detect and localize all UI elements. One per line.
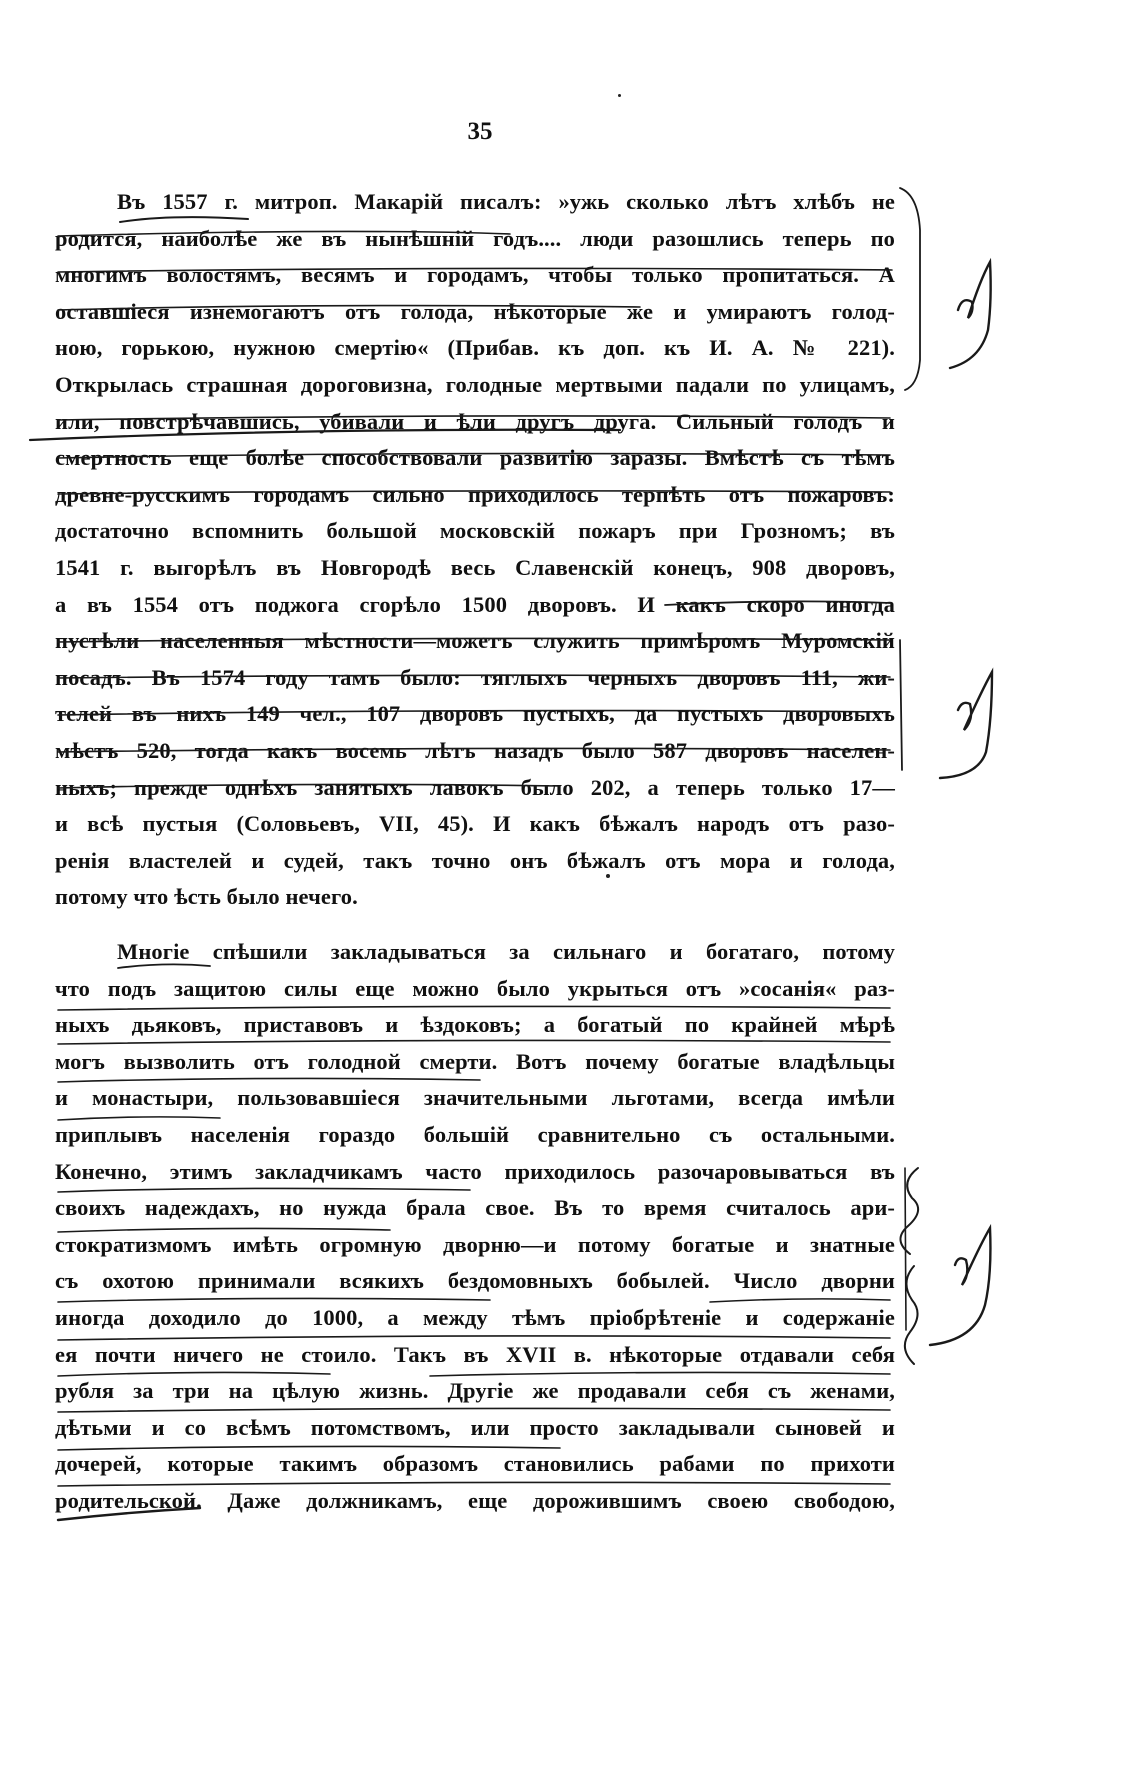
text-line: ея почти ничего не стоило. Такъ въ XVII в. нѣкоторые отдавали себя bbox=[55, 1341, 895, 1367]
text-line: могъ вызволить отъ голодной смерти. Вотъ почему богатые владѣльцы bbox=[55, 1048, 895, 1074]
margin-squiggle bbox=[900, 1168, 918, 1254]
text-line: Конечно, этимъ закладчикамъ часто приходилось разочаровываться въ bbox=[55, 1158, 895, 1184]
scan-speck bbox=[606, 874, 610, 878]
text-line: и всѣ пустыя (Соловьевъ, VII, 45). И какъ бѣжалъ народъ отъ разо- bbox=[55, 811, 895, 837]
text-line: Въ 1557 г. митроп. Макарій писалъ: »ужь сколько лѣтъ хлѣбъ не bbox=[117, 189, 895, 214]
text-line: дѣтьми и со всѣмъ потомствомъ, или просто закладывали сыновей и bbox=[55, 1414, 895, 1440]
margin-bracket bbox=[900, 188, 920, 390]
text-line: оставшіеся изнемогаютъ отъ голода, нѣкоторые же и умираютъ голод- bbox=[55, 298, 895, 324]
checkmark-icon bbox=[930, 1228, 990, 1345]
text-line: ренія властелей и судей, такъ точно онъ бѣжалъ отъ мора и голода, bbox=[55, 847, 895, 873]
text-line: и монастыри, пользовавшіеся значительными льготами, всегда имѣли bbox=[55, 1085, 895, 1111]
text-line: своихъ надеждахъ, но нужда брала свое. Въ то время считалось ари- bbox=[55, 1195, 895, 1221]
text-line: дочерей, которые такимъ образомъ становились рабами по прихоти bbox=[55, 1451, 895, 1477]
text-line: потому что ѣсть было нечего. bbox=[55, 884, 358, 910]
text-line: или, повстрѣчавшись, убивали и ѣли другъ друга. Сильный голодъ и bbox=[55, 408, 895, 434]
paragraph-2 bbox=[55, 934, 895, 1520]
text-line: стократизмомъ имѣть огромную дворню—и потому богатые и знатные bbox=[55, 1231, 895, 1257]
text-line: пустѣли населенныя мѣстности—можетъ служить примѣромъ Муромскій bbox=[55, 628, 895, 654]
text-line: смертность еще болѣе способствовали развитію заразы. Вмѣстѣ съ тѣмъ bbox=[55, 445, 895, 471]
checkmark-icon bbox=[940, 672, 992, 778]
text-line: Многіе спѣшили закладываться за сильнаго и богатаго, потому bbox=[117, 939, 895, 964]
text-line: иногда доходило до 1000, а между тѣмъ пріобрѣтеніе и содержаніе bbox=[55, 1304, 895, 1330]
margin-brackets bbox=[900, 188, 920, 1330]
text-line: рубля за три на цѣлую жизнь. Другіе же продавали себя съ женами, bbox=[55, 1378, 895, 1404]
text-line: телей въ нихъ 149 чел., 107 дворовъ пустыхъ, да пустыхъ дворовыхъ bbox=[55, 701, 895, 727]
text-line: достаточно вспомнить большой московскій пожаръ при Грозномъ; въ bbox=[55, 518, 895, 544]
text-line: съ охотою принимали всякихъ бездомовныхъ бобылей. Число дворни bbox=[55, 1268, 895, 1294]
text-line: что подъ защитою силы еще можно было укрыться отъ »сосанія« раз- bbox=[55, 975, 895, 1001]
text-line: мѣстъ 520, тогда какъ восемь лѣтъ назадъ было 587 дворовъ населен- bbox=[55, 737, 895, 763]
paragraph-1 bbox=[55, 184, 895, 916]
margin-squiggle bbox=[905, 1266, 918, 1364]
text-line: приплывъ населенія гораздо большій сравнительно съ остальными. bbox=[55, 1121, 895, 1147]
text-line: родительской. Даже должникамъ, еще дорожившимъ своею свободою, bbox=[55, 1487, 895, 1513]
page-number: 35 bbox=[467, 118, 493, 145]
text-line: древне-русскимъ городамъ сильно приходилось терпѣть отъ пожаровъ: bbox=[55, 481, 895, 507]
margin-bracket bbox=[900, 640, 902, 770]
margin-bracket bbox=[905, 1168, 906, 1330]
text-line: родится, наиболѣе же въ нынѣшній годъ.... люди разошлись теперь по bbox=[55, 225, 895, 251]
text-line: многимъ волостямъ, весямъ и городамъ, чтобы только пропитаться. А bbox=[55, 262, 895, 288]
text-line: Открылась страшная дороговизна, голодные мертвыми падали по улицамъ, bbox=[55, 371, 895, 397]
checkmark-icon bbox=[950, 262, 991, 368]
margin-squiggles bbox=[900, 1168, 918, 1364]
text-line: 1541 г. выгорѣлъ въ Новгородѣ весь Славенскій конецъ, 908 дворовъ, bbox=[55, 554, 895, 580]
text-line: ною, горькою, нужною смертію« (Прибав. къ доп. къ И. А. № 221). bbox=[55, 335, 895, 361]
text-line: ныхъ; прежде однѣхъ занятыхъ лавокъ было 202, а теперь только 17— bbox=[55, 774, 895, 800]
text-line: посадъ. Въ 1574 году тамъ было: тяглыхъ черныхъ дворовъ 111, жи- bbox=[55, 664, 895, 690]
scan-speck bbox=[618, 94, 621, 97]
text-line: ныхъ дьяковъ, приставовъ и ѣздоковъ; а богатый по крайней мѣрѣ bbox=[55, 1012, 895, 1038]
margin-checkmarks bbox=[930, 262, 992, 1345]
text-line: а въ 1554 отъ поджога сгорѣло 1500 дворовъ. И какъ скоро иногда bbox=[55, 591, 895, 617]
